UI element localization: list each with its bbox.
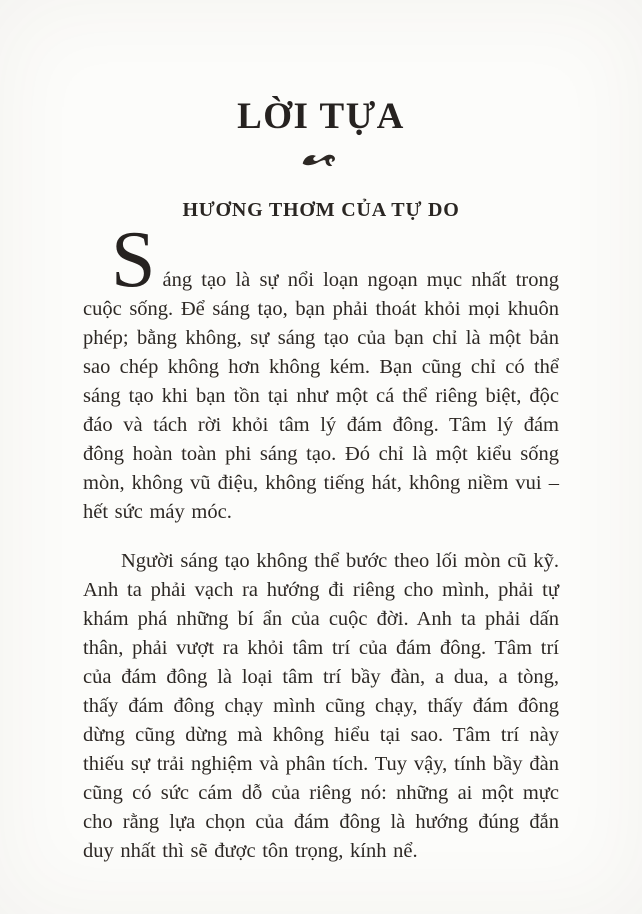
ornament-row [83, 147, 559, 173]
paragraph-1-text: áng tạo là sự nổi loạn ngoạn mục nhất trong cuộc sống. Để sáng tạo, bạn phải thoát khỏi mọi khuôn phép; bằng không, sự sáng tạo của bạn chỉ là một bản sao chép không hơn không kém. Bạn cũng chỉ có thể sáng tạo khi bạn tồn tại như một cá thể riêng biệt, độc đáo và tách rời khỏi tâm lý đám đông. Tâm lý đám đông hoàn toàn phi sáng tạo. Đó chỉ là một kiểu sống mòn, không vũ điệu, không tiếng hát, không niềm vui – hết sức máy móc. [83, 269, 559, 524]
page-title: LỜI TỰA [237, 96, 405, 137]
drop-cap: S [111, 216, 156, 305]
section-heading: HƯƠNG THƠM CỦA TỰ DO [182, 199, 460, 222]
preface-paragraph-1 [83, 216, 559, 527]
preface-paragraph-2: Người sáng tạo không thể bước theo lối mòn cũ kỹ. Anh ta phải vạch ra hướng đi riêng cho mình, phải tự khám phá những bí ẩn của cuộc đời. Anh ta phải dấn thân, phải vượt ra khỏi tâm trí của đám đông. Tâm trí của đám đông là loại tâm trí bầy đàn, a dua, a tòng, thấy đám đông chạy mình cũng chạy, thấy đám đông dừng cũng dừng mà không hiểu tại sao. Tâm trí này thiếu sự trải nghiệm và phân tích. Tuy vậy, tính bầy đàn cũng có sức cám dỗ của riêng nó: những ai một mực cho rằng lựa chọn của đám đông là hướng đúng đắn duy nhất thì sẽ được tôn trọng, kính nể. [83, 550, 559, 863]
fleuron-icon [301, 151, 341, 168]
